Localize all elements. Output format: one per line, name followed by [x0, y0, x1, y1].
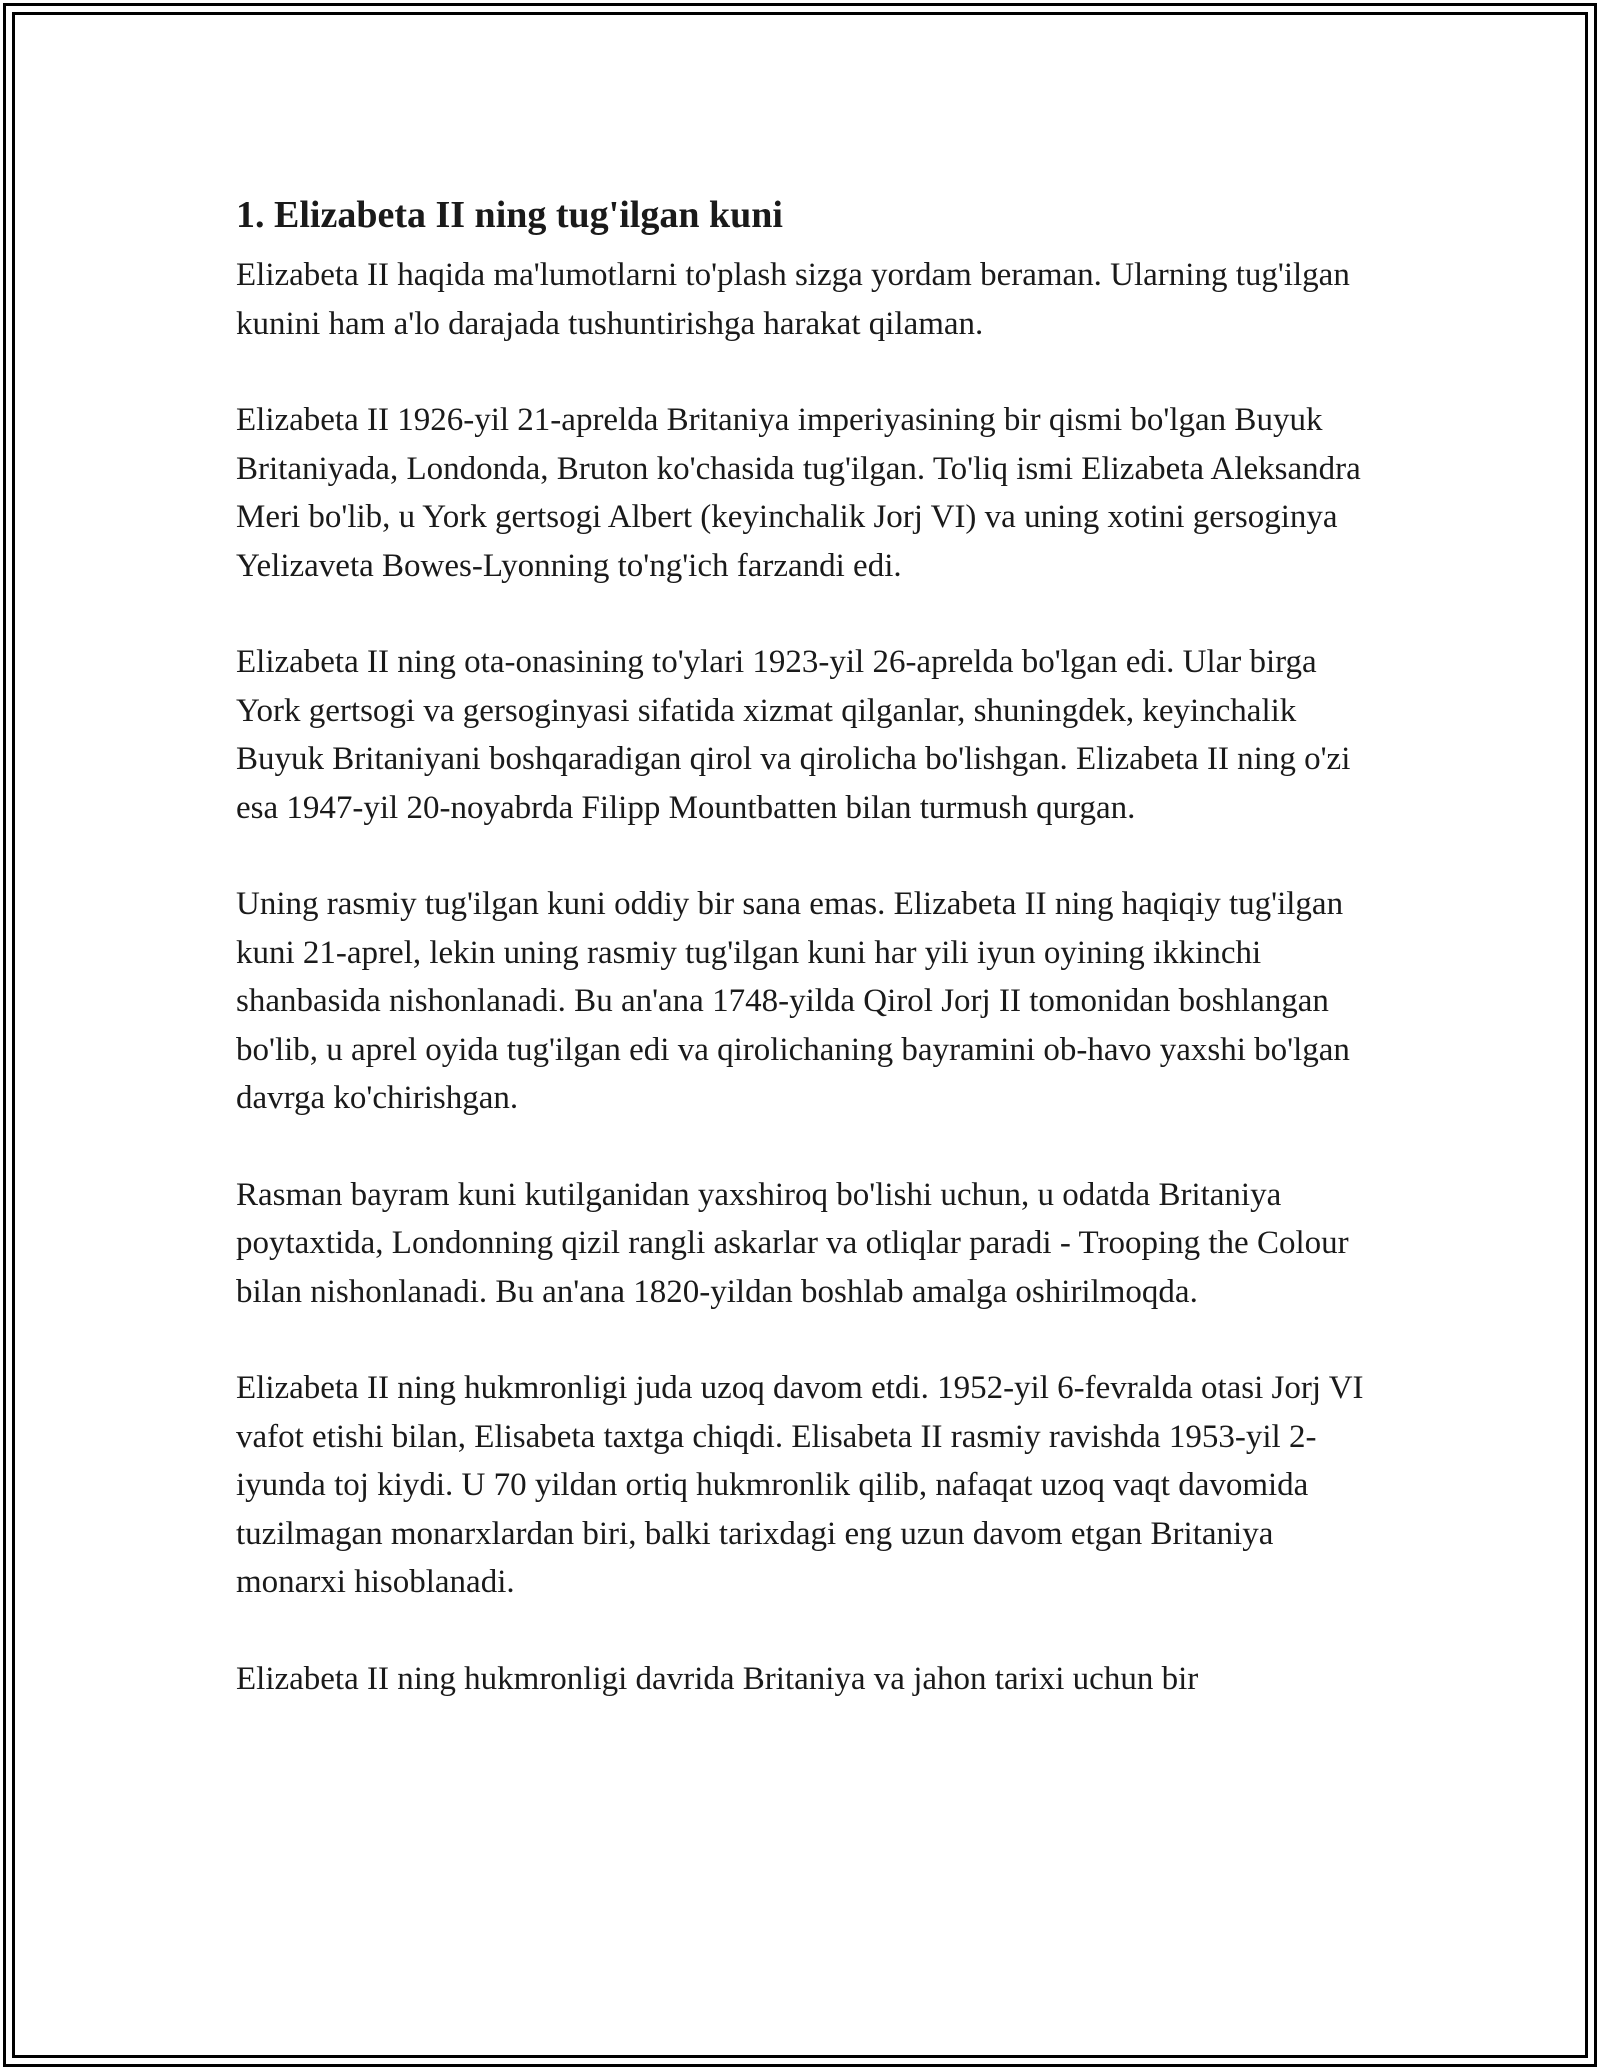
- paragraph-intro: Elizabeta II haqida ma'lumotlarni to'plash sizga yordam beraman. Ularning tug'ilgan kunini ham a'lo darajada tushuntirishga harakat qilaman.: [236, 257, 1350, 342]
- paragraph-reign: Elizabeta II ning hukmronligi juda uzoq davom etdi. 1952-yil 6-fevralda otasi Jorj VI vafot etishi bilan, Elisabeta taxtga chiqdi. Elisabeta II rasmiy ravishda 1953-yil 2-iyunda toj kiydi. U 70 yildan ortiq hukmronlik qilib, nafaqat uzoq vaqt davomida tuzilmagan monarxlardan biri, balki tarixdagi eng uzun davom etgan Britaniya monarxi hisoblanadi.: [236, 1370, 1364, 1600]
- document-body: [236, 183, 1376, 1751]
- paragraph-reign-continued: Elizabeta II ning hukmronligi davrida Britaniya va jahon tarixi uchun bir: [236, 1660, 1199, 1697]
- section-heading: 1. Elizabeta II ning tug'ilgan kuni: [236, 194, 783, 236]
- paragraph-birth: Elizabeta II 1926-yil 21-aprelda Britaniya imperiyasining bir qismi bo'lgan Buyuk Britaniyada, Londonda, Bruton ko'chasida tug'ilgan. To'liq ismi Elizabeta Aleksandra Meri bo'lib, u York gertsogi Albert (keyinchalik Jorj VI) va uning xotini gersoginya Yelizaveta Bowes-Lyonning to'ng'ich farzandi edi.: [236, 402, 1361, 584]
- paragraph-parents: Elizabeta II ning ota-onasining to'ylari 1923-yil 26-aprelda bo'lgan edi. Ular birga York gertsogi va gersoginyasi sifatida xizmat qilganlar, shuningdek, keyinchalik Buyuk Britaniyani boshqaradigan qirol va qirolicha bo'lishgan. Elizabeta II ning o'zi esa 1947-yil 20-noyabrda Filipp Mountbatten bilan turmush qurgan.: [236, 644, 1351, 826]
- paragraph-trooping-the-colour: Rasman bayram kuni kutilganidan yaxshiroq bo'lishi uchun, u odatda Britaniya poytaxtida, Londonning qizil rangli askarlar va otliqlar paradi - Trooping the Colour bilan nishonlanadi. Bu an'ana 1820-yildan boshlab amalga oshirilmoqda.: [236, 1176, 1349, 1310]
- paragraph-official-birthday: Uning rasmiy tug'ilgan kuni oddiy bir sana emas. Elizabeta II ning haqiqiy tug'ilgan kuni 21-aprel, lekin uning rasmiy tug'ilgan kuni har yili iyun oyining ikkinchi shanbasida nishonlanadi. Bu an'ana 1748-yilda Qirol Jorj II tomonidan boshlangan bo'lib, u aprel oyida tug'ilgan edi va qirolichaning bayramini ob-havo yaxshi bo'lgan davrga ko'chirishgan.: [236, 886, 1350, 1116]
